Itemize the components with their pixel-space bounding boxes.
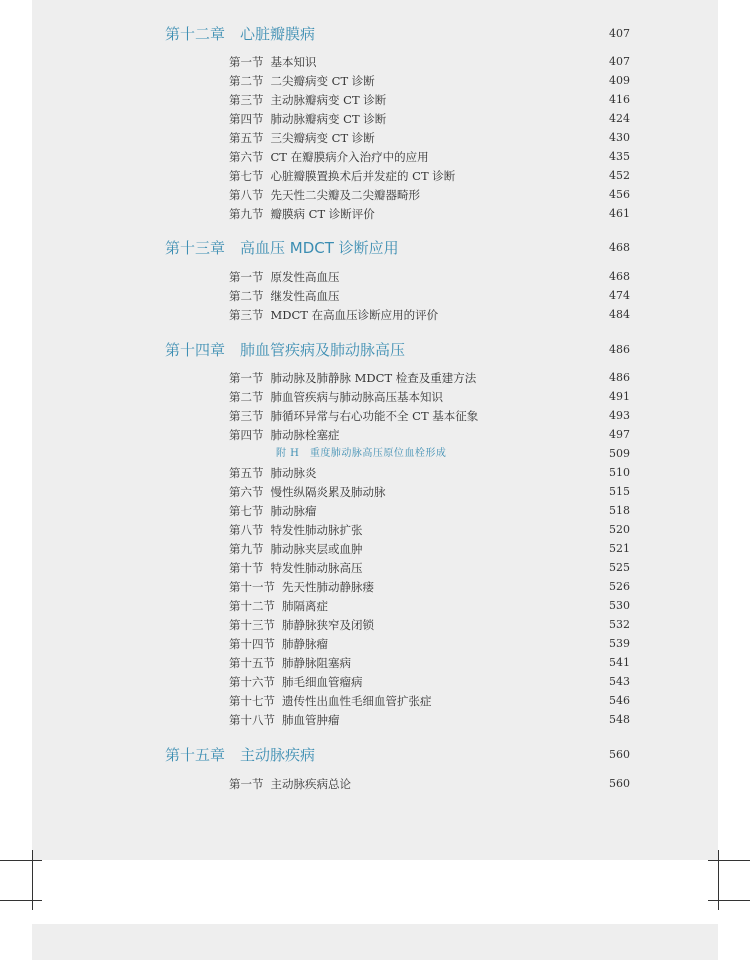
section-number: 第十八节	[229, 713, 275, 727]
section-title: 慢性纵隔炎累及肺动脉	[270, 485, 386, 499]
section-number: 第四节	[229, 428, 264, 442]
section-title: 肺血管肿瘤	[282, 713, 340, 727]
section-number: 第七节	[229, 169, 264, 183]
section-page-number: 515	[609, 485, 630, 498]
section-number: 第二节	[229, 289, 264, 303]
section-page-number: 560	[609, 777, 630, 790]
section-page-number: 416	[609, 93, 630, 106]
section-title: 瓣膜病 CT 诊断评价	[270, 207, 375, 221]
section-number: 第十七节	[229, 694, 275, 708]
section-number: 第十一节	[229, 580, 275, 594]
section-page-number: 407	[609, 55, 630, 68]
section-title: 肺毛细血管瘤病	[282, 675, 363, 689]
section-page-number: 493	[609, 409, 630, 422]
section-page-number: 543	[609, 675, 630, 688]
section-number: 第三节	[229, 409, 264, 423]
section-number: 第十四节	[229, 637, 275, 651]
section-number: 第五节	[229, 131, 264, 145]
section-page-number: 461	[609, 207, 630, 220]
section-number: 第六节	[229, 150, 264, 164]
crop-mark-right	[708, 850, 750, 910]
section-page-number: 497	[609, 428, 630, 441]
section-title: 肺动脉炎	[270, 466, 317, 480]
chapter-page-number: 486	[609, 343, 630, 356]
section-page-number: 456	[609, 188, 630, 201]
section-page-number: 548	[609, 713, 630, 726]
appendix-title: 附 H 重度肺动脉高压原位血栓形成	[276, 448, 447, 459]
section-page-number: 525	[609, 561, 630, 574]
section-page-number: 474	[609, 289, 630, 302]
chapter-title: 第十四章 肺血管疾病及肺动脉高压	[165, 341, 406, 359]
chapter-page-number: 468	[609, 241, 630, 254]
toc-page	[32, 0, 718, 860]
section-number: 第十三节	[229, 618, 275, 632]
section-number: 第一节	[229, 55, 264, 69]
section-number: 第九节	[229, 207, 264, 221]
section-title: 肺动脉夹层或血肿	[270, 542, 363, 556]
section-title: 基本知识	[270, 55, 317, 69]
section-title: 主动脉疾病总论	[270, 777, 351, 791]
section-title: 肺血管疾病与肺动脉高压基本知识	[270, 390, 443, 404]
section-page-number: 486	[609, 371, 630, 384]
section-title: 主动脉瓣病变 CT 诊断	[270, 93, 387, 107]
section-title: 继发性高血压	[270, 289, 340, 303]
section-title: 肺循环异常与右心功能不全 CT 基本征象	[270, 409, 479, 423]
section-page-number: 409	[609, 74, 630, 87]
section-page-number: 430	[609, 131, 630, 144]
section-title: 肺静脉狭窄及闭锁	[282, 618, 374, 632]
section-title: 肺隔离症	[282, 599, 328, 613]
section-number: 第十五节	[229, 656, 275, 670]
section-page-number: 541	[609, 656, 630, 669]
section-page-number: 509	[609, 447, 630, 460]
section-page-number: 484	[609, 308, 630, 321]
section-title: 肺动脉瓣病变 CT 诊断	[270, 112, 387, 126]
section-title: 肺动脉瘤	[270, 504, 317, 518]
section-number: 第三节	[229, 308, 264, 322]
section-number: 第十六节	[229, 675, 275, 689]
section-title: 心脏瓣膜置换术后并发症的 CT 诊断	[270, 169, 456, 183]
section-title: 原发性高血压	[270, 270, 340, 284]
section-number: 第十节	[229, 561, 264, 575]
section-page-number: 530	[609, 599, 630, 612]
section-page-number: 532	[609, 618, 630, 631]
next-page-edge	[32, 924, 718, 960]
chapter-page-number: 407	[609, 27, 630, 40]
section-page-number: 526	[609, 580, 630, 593]
section-page-number: 539	[609, 637, 630, 650]
section-number: 第一节	[229, 777, 264, 791]
section-page-number: 491	[609, 390, 630, 403]
section-number: 第八节	[229, 188, 264, 202]
section-number: 第五节	[229, 466, 264, 480]
section-title: 特发性肺动脉高压	[270, 561, 363, 575]
section-title: 遗传性出血性毛细血管扩张症	[282, 694, 432, 708]
section-title: 特发性肺动脉扩张	[270, 523, 363, 537]
section-title: 肺静脉瘤	[282, 637, 328, 651]
section-page-number: 521	[609, 542, 630, 555]
section-page-number: 546	[609, 694, 630, 707]
section-title: 二尖瓣病变 CT 诊断	[270, 74, 375, 88]
section-title: 肺动脉栓塞症	[270, 428, 340, 442]
chapter-title: 第十二章 心脏瓣膜病	[165, 25, 316, 43]
section-page-number: 510	[609, 466, 630, 479]
section-title: MDCT 在高血压诊断应用的评价	[270, 308, 439, 322]
section-page-number: 468	[609, 270, 630, 283]
section-number: 第七节	[229, 504, 264, 518]
section-number: 第一节	[229, 270, 264, 284]
section-number: 第一节	[229, 371, 264, 385]
chapter-title: 第十五章 主动脉疾病	[165, 746, 316, 764]
crop-mark-left	[0, 850, 42, 910]
section-number: 第三节	[229, 93, 264, 107]
section-page-number: 435	[609, 150, 630, 163]
section-page-number: 424	[609, 112, 630, 125]
section-page-number: 520	[609, 523, 630, 536]
chapter-title: 第十三章 高血压 MDCT 诊断应用	[165, 239, 399, 257]
section-title: 三尖瓣病变 CT 诊断	[270, 131, 375, 145]
section-number: 第六节	[229, 485, 264, 499]
section-page-number: 452	[609, 169, 630, 182]
section-number: 第九节	[229, 542, 264, 556]
section-title: 肺静脉阻塞病	[282, 656, 351, 670]
section-number: 第二节	[229, 74, 264, 88]
section-number: 第十二节	[229, 599, 275, 613]
chapter-page-number: 560	[609, 748, 630, 761]
section-title: CT 在瓣膜病介入治疗中的应用	[270, 150, 429, 164]
section-number: 第八节	[229, 523, 264, 537]
section-page-number: 518	[609, 504, 630, 517]
section-number: 第四节	[229, 112, 264, 126]
section-title: 肺动脉及肺静脉 MDCT 检查及重建方法	[270, 371, 477, 385]
section-number: 第二节	[229, 390, 264, 404]
section-title: 先天性肺动静脉瘘	[282, 580, 374, 594]
section-title: 先天性二尖瓣及二尖瓣器畸形	[270, 188, 420, 202]
